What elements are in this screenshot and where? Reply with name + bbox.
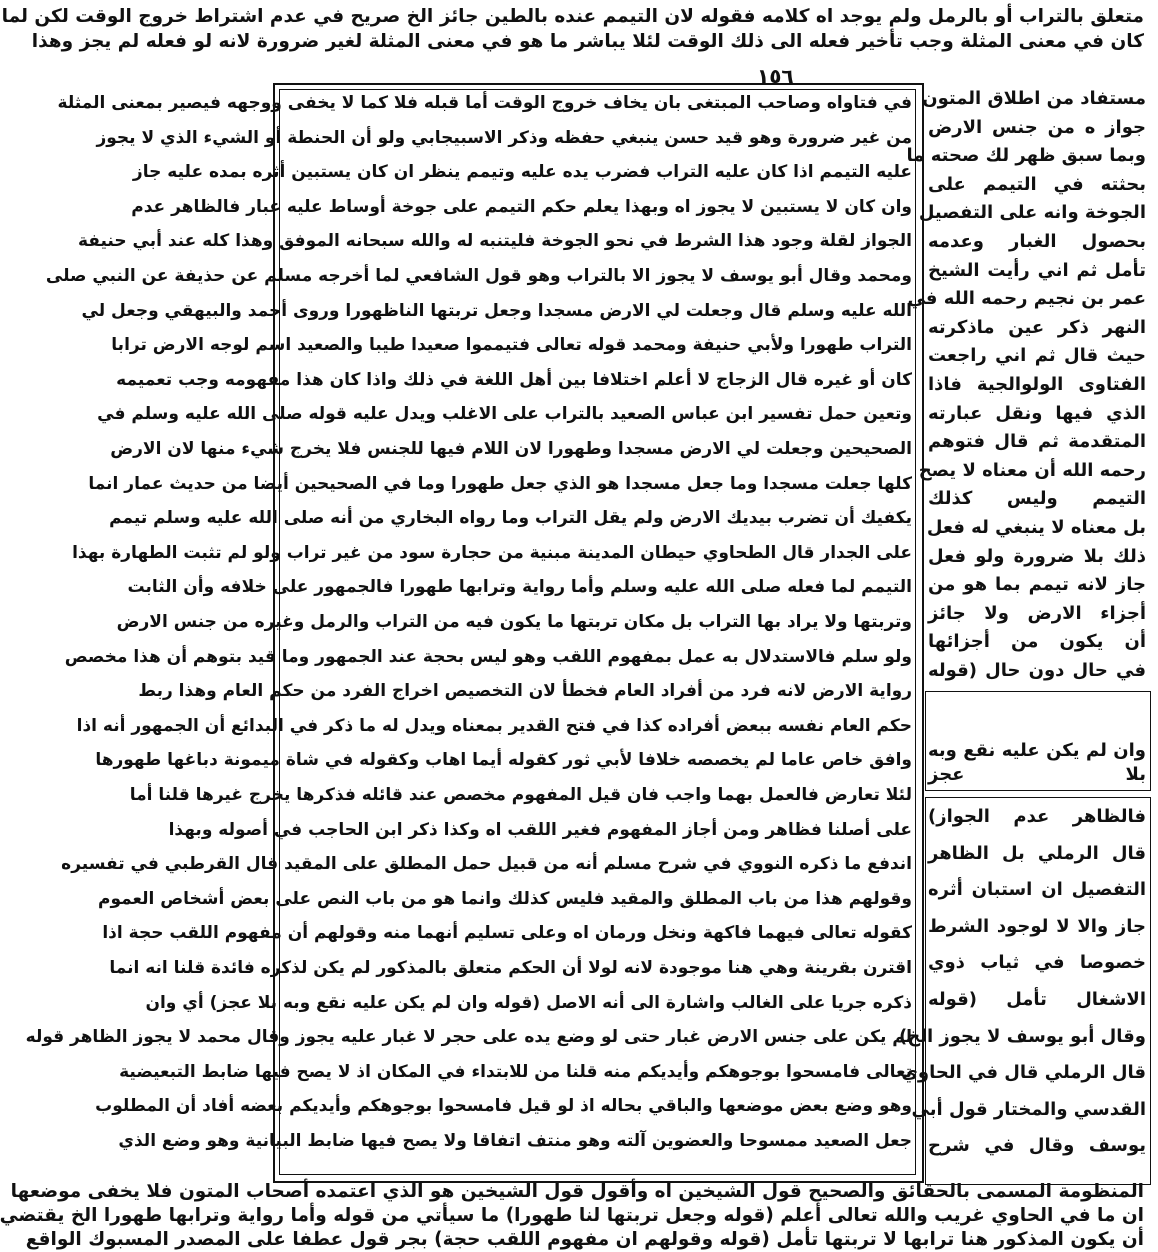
side-commentary-line: بحثته في التيمم على	[928, 173, 1146, 195]
top-line-1: متعلق بالتراب أو بالرمل ولم يوجد اه كلامه فقوله لان التيمم عنده بالطين جائز الخ صريح في عدم اشتراط خروج الوقت لكن لما	[1, 6, 1144, 27]
side-commentary-line: تأمل ثم اني رأيت الشيخ	[928, 259, 1146, 281]
side-commentary-line: أن يكون من أجزائها	[928, 631, 1146, 653]
side-box-lower	[899, 797, 1151, 1185]
side-commentary-line: التيمم وليس كذلك	[928, 488, 1146, 510]
main-text-line: ومحمد وقال أبو يوسف لا يجوز الا بالتراب وهو قول الشافعي لما أخرجه مسلم عن حذيفة عن النبي صلى	[45, 266, 912, 286]
side-commentary-line: بحصول الغبار وعدمه	[928, 231, 1146, 252]
main-text-line: كقوله تعالى فيهما فاكهة ونخل ورمان اه وعلى تسليم أنهما منه وقولهم أن مفهوم اللقب حجة اذا	[102, 923, 912, 944]
main-text-line: كلها جعلت مسجدا وما جعل مسجدا هو الذي جعل طهورا وما في الصحيحين أيضا من حديث عمار انما	[88, 473, 912, 494]
main-text-line: اقترن بقرينة وهي هنا موجودة لانه لولا أن الحكم متعلق بالمذكور لم يكن لذكره فائدة قلنا انه انما	[109, 958, 912, 978]
side-commentary-line: الاشغال تأمل (قوله	[928, 989, 1146, 1010]
main-text-line: وهو وضع بعض موضعها والباقي بحاله اذ لو قيل فامسحوا بوجوهكم وأيديكم بعضه أفاد أن المطلوب	[95, 1096, 912, 1117]
main-text-line: وان كان لا يستبين لا يجوز اه وبهذا يعلم حكم التيمم على جوخة أوساط عليه غبار فالظاهر عدم	[131, 196, 912, 217]
main-text-line: يكفيك أن تضرب بيديك الارض ولم يقل التراب وما رواه البخاري من أنه صلى الله عليه وسلم تيمم	[109, 508, 912, 529]
side-commentary-line: جواز ه من جنس الارض	[928, 116, 1146, 138]
main-text-line: تعالى فامسحوا بوجوهكم وأيديكم منه قلنا من للابتداء في المكان اذ لا يصح فيها ضابط التبعيضية	[119, 1061, 912, 1082]
main-text-line: لئلا تعارض فالعمل بهما واجب فان قيل المفهوم مخصص عند قائله فذكرها يخرج غيرها قلنا أما	[129, 785, 912, 805]
side-commentary-line: الفتاوى الولوالجية فاذا	[928, 374, 1146, 395]
side-box-upper	[925, 691, 1151, 791]
main-text-line: ذكره جريا على الغالب واشارة الى أنه الاصل (قوله وان لم يكن عليه نقع وبه بلا عجز) أي وان	[145, 992, 912, 1013]
side-commentary-line: بلا عجز	[928, 764, 1146, 785]
main-text-line: كان أو غيره قال الزجاج لا أعلم اختلافا بين أهل اللغة في ذلك واذا كان هذا مفهومه وجب تعميمه	[116, 369, 912, 390]
side-commentary-line: عمر بن نجيم رحمه الله في	[907, 288, 1146, 310]
main-text-line: الصحيحين وجعلت لي الارض مسجدا وطهورا لان اللام فيها للجنس فلا يخرج شيء منها لان الارض	[110, 439, 912, 459]
main-text-line: الجواز لقلة وجود هذا الشرط في نحو الجوخة فليتنبه له والله سبحانه الموفق وهذا كله عند أبي حنيفة	[77, 231, 912, 252]
side-commentary-line: وان لم يكن عليه نقع وبه	[928, 740, 1146, 761]
side-commentary-line: وبما سبق ظهر لك صحته ما	[906, 145, 1146, 167]
side-commentary-line: القدسي والمختار قول أبي	[911, 1098, 1146, 1120]
bottom-line-3: أن يكون المذكور هنا ترابها لا تربتها تأمل (قوله وقولهم ان مفهوم اللقب حجة) بجر قول عطفا على المصدر المسبوك الواقع	[25, 1229, 1144, 1250]
main-text-line: رواية الارض لانه فرد من أفراد العام فخطأ لان التخصيص اخراج الفرد من حكم العام وهذا ربط	[138, 681, 912, 702]
main-text-line: وقولهم هذا من باب المطلق والمقيد فليس كذلك وانما هو من باب النص على بعض أشخاص العموم	[98, 888, 912, 909]
side-commentary-line: ذلك بلا ضرورة ولو فعل	[928, 545, 1146, 567]
main-text-line: في فتاواه وصاحب المبتغى بان يخاف خروج الوقت أما قبله فلا كما لا يخفى ووجهه فيصير بمعنى المثلة	[57, 93, 912, 113]
main-text-line: ولو سلم فالاستدلال به عمل بمفهوم اللقب وهو ليس بحجة عند الجمهور وما قيد بتوهم أن هذا مخصص	[64, 646, 912, 667]
side-commentary-line: مستفاد من اطلاق المتون	[922, 88, 1146, 109]
side-commentary-line: بل معناه لا ينبغي له فعل	[926, 517, 1146, 538]
side-commentary-line: الجوخة وانه على التفصيل	[918, 202, 1146, 224]
side-commentary-line: في حال دون حال (قوله	[928, 660, 1146, 681]
bottom-line-1: المنظومة المسمى بالحقائق والصحيح قول الشيخين اه وأقول قول الشيخين هو الذي اعتمده أصحاب المتون فلا يخفى موضعها	[10, 1181, 1144, 1202]
side-commentary-line: قال الرملي قال في الحاوي	[901, 1062, 1146, 1084]
main-text-line: وتربتها ولا يراد بها التراب بل مكان تربتها ما يكون فيه من التراب والرمل وغيره من جنس الارض	[116, 612, 912, 632]
side-commentary-line: التفصيل ان استبان أثره	[928, 879, 1146, 901]
top-line-2: كان في معنى المثلة وجب تأخير فعله الى ذلك الوقت لئلا يباشر ما هو في معنى المثلة لغير ضرورة لانه لو فعله لم يجز وهذا	[31, 31, 1144, 52]
side-commentary-line: أجزاء الارض ولا جائز	[928, 602, 1146, 624]
bottom-line-2: ان ما في الحاوي غريب والله تعالى أعلم (قوله وجعل تربتها لنا طهورا) ما سيأتي من قوله وأما رواية وترابها طهورا الخ يقتضي	[0, 1205, 1144, 1226]
side-commentary-line: حيث قال ثم اني راجعت	[928, 345, 1146, 367]
side-commentary-line: قال الرملي بل الظاهر	[928, 842, 1146, 864]
main-text-line: التراب طهورا ولأبي حنيفة ومحمد قوله تعالى فتيمموا صعيدا طيبا والصعيد اسم لوجه الارض ترابا	[111, 335, 912, 356]
side-commentary-line: جاز لانه تيمم بما هو من	[928, 574, 1146, 596]
side-commentary-line: خصوصا في ثياب ذوي	[928, 952, 1146, 974]
main-text-line: على أصلنا فظاهر ومن أجاز المفهوم فغير اللقب اه وكذا ذكر ابن الحاجب في أصوله وبهذا	[168, 819, 912, 840]
main-text-line: وافق خاص عاما لم يخصصه خلافا لأبي ثور كقوله أيما اهاب وكقوله في شاة ميمونة دباغها طهورها	[95, 750, 912, 771]
side-commentary-line: جاز والا لا لوجود الشرط	[928, 915, 1146, 937]
side-commentary-line: يوسف وقال في شرح	[928, 1135, 1146, 1157]
main-text-line: جعل الصعيد ممسوحا والعضوين آلته وهو منتف اتفاقا ولا يصح فيها ضابط البيانية وهو وضع الذي	[118, 1131, 912, 1151]
main-text-line: الله عليه وسلم قال وجعلت لي الارض مسجدا وجعل تربتها الناظهورا وروى أحمد والبيهقي وجعل لي	[81, 300, 912, 321]
side-commentary-line: الذي فيها ونقل عبارته	[928, 402, 1146, 424]
main-text-line: حكم العام نفسه ببعض أفراده كذا في فتح القدير بمعناه ويدل له ما ذكر في البدائع أن الجمهور أنه اذا	[76, 715, 912, 736]
main-text-line: من غير ضرورة وهو قيد حسن ينبغي حفظه وذكر الاسبيجابي ولو أن الحنطة أو الشيء الذي لا يجوز	[96, 127, 912, 148]
side-commentary-line: رحمه الله أن معناه لا يصح	[918, 459, 1146, 481]
main-text-line: التيمم لما فعله صلى الله عليه وسلم وأما رواية وترابها طهورا فالجمهور على خلافه وأن الثابت	[127, 577, 912, 598]
main-text-line: اندفع ما ذكره النووي في شرح مسلم أنه من قبيل حمل المطلق على المقيد قال القرطبي في تفسيره	[61, 854, 912, 875]
side-commentary-line: فالظاهر عدم الجواز)	[928, 806, 1146, 827]
side-commentary-line: المتقدمة ثم قال فتوهم	[928, 431, 1146, 453]
side-commentary-line: النهر ذكر عين ماذكرته	[928, 316, 1146, 338]
main-text-line: عليه التيمم اذا كان عليه التراب فضرب يده عليه وتيمم ينظر ان كان يستبين أثره بمده عليه جاز	[132, 162, 912, 183]
page-number: ١٥٦	[757, 64, 794, 88]
side-commentary-line: وقال أبو يوسف لا يجوز الخ)	[899, 1025, 1146, 1047]
main-text-line: على الجدار قال الطحاوي حيطان المدينة مبنية من حجارة سود من غير تراب ولو لم تثبت الطهارة بهذا	[72, 542, 912, 563]
main-text-line: لم يكن على جنس الارض غبار حتى لو وضع يده على حجر لا غبار عليه يجوز وقال محمد لا يجوز الظاهر قوله	[25, 1027, 912, 1048]
main-text-line: وتعين حمل تفسير ابن عباس الصعيد بالتراب على الاغلب ويدل عليه قوله صلى الله عليه وسلم في	[97, 404, 912, 425]
